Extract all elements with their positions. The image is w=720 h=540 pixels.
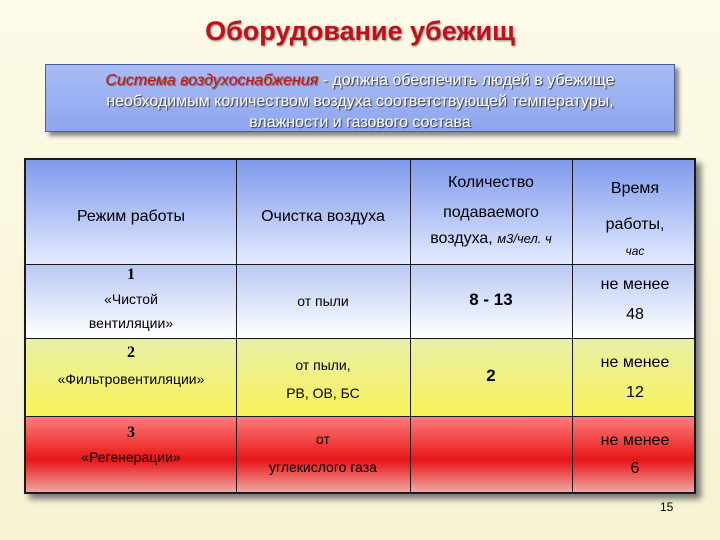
slide-title: Оборудование убежищ <box>205 16 515 46</box>
header-amount-quantity: воздуха, <box>430 230 498 247</box>
header-amount-line-2: подаваемого <box>443 204 539 221</box>
header-time-line-2: работы, <box>605 216 665 233</box>
header-amount-unit: м3/чел. ч <box>497 231 552 246</box>
header-amount-line-3 <box>410 230 572 248</box>
row-3-time-value: 6 <box>630 460 640 477</box>
row-2-cleaning-line-1: от пыли, <box>295 357 351 373</box>
row-divider <box>26 338 694 339</box>
header-cleaning: Очистка воздуха <box>261 208 385 225</box>
intro-line-3: влажности и газового состава <box>249 114 471 131</box>
row-2-time-line-1: не менее <box>600 354 670 371</box>
row-1-time-line-1: не менее <box>600 276 670 293</box>
row-2-mode: «Фильтровентиляции» <box>57 371 205 387</box>
row-1-air-amount: 8 - 13 <box>469 290 513 309</box>
row-2-time-value: 12 <box>626 384 644 401</box>
row-3-cleaning-line-1: от <box>316 431 330 447</box>
intro-line-1-rest: - должна обеспечить людей в убежище <box>318 72 615 89</box>
row-2-air-amount: 2 <box>486 366 496 385</box>
row-2-number: 2 <box>127 344 135 361</box>
intro-line-2: необходимым количеством воздуха соответствующей температуры, <box>106 93 614 110</box>
header-amount-line-1: Количество <box>448 174 534 191</box>
shelter-air-table <box>24 158 696 494</box>
header-mode: Режим работы <box>76 208 186 225</box>
row-1-number: 1 <box>127 266 135 283</box>
page-number: 15 <box>660 500 674 514</box>
row-1-cleaning: от пыли <box>297 293 349 309</box>
intro-textbox <box>45 64 675 132</box>
row-1-mode-line-2: вентиляции» <box>88 315 174 331</box>
row-3-time-line-1: не менее <box>600 432 670 449</box>
intro-line-1 <box>46 70 674 91</box>
row-1-mode-line-1: «Чистой <box>104 291 158 307</box>
row-3-mode: «Регенерации» <box>81 449 181 465</box>
row-divider <box>26 264 694 265</box>
header-time-unit: час <box>625 244 645 258</box>
header-time-line-1: Время <box>610 180 660 197</box>
row-1-time-value: 48 <box>626 306 644 323</box>
row-3-number: 3 <box>127 424 135 441</box>
row-divider <box>26 416 694 417</box>
intro-term: Система воздухоснабжения <box>105 72 319 89</box>
row-2-cleaning-line-2: РВ, ОВ, БС <box>286 385 360 401</box>
row-3-cleaning-line-2: углекислого газа <box>269 459 377 475</box>
